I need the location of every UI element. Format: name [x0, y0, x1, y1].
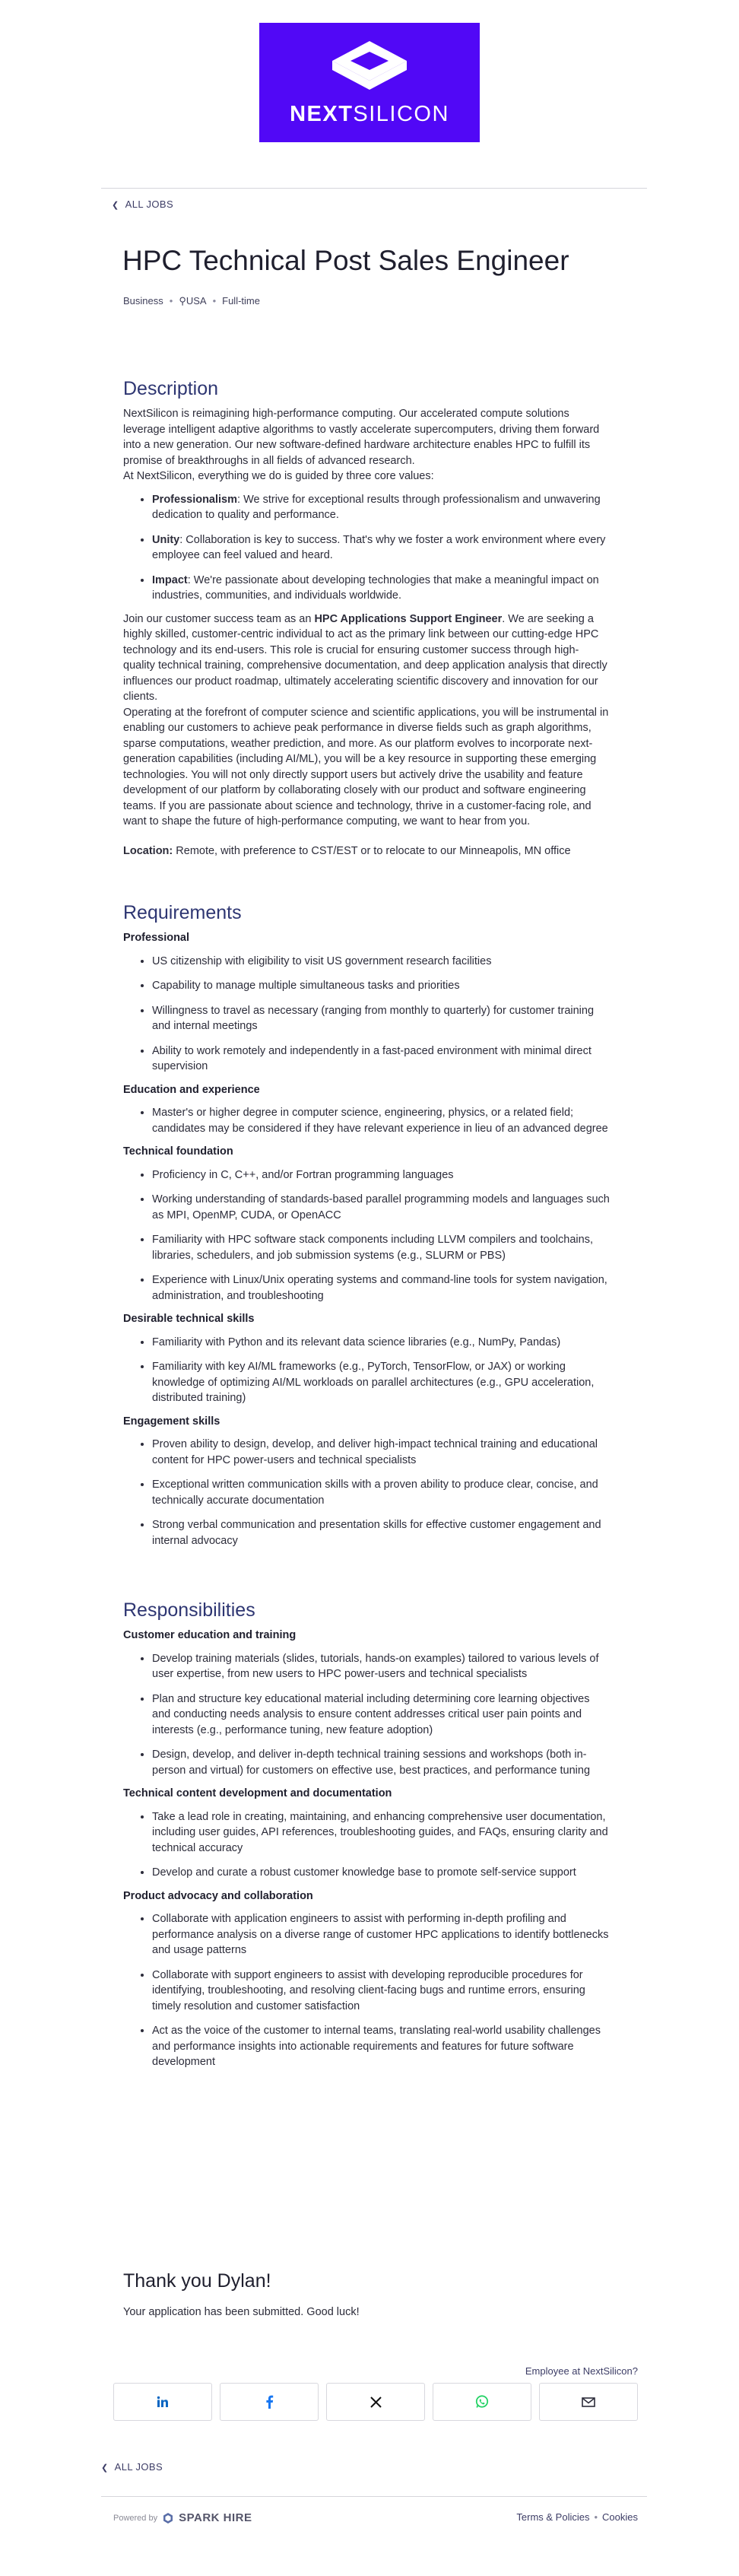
- responsibilities-group-title: Product advocacy and collaboration: [123, 1889, 313, 1902]
- employee-referral-link[interactable]: Employee at NextSilicon?: [525, 2365, 638, 2377]
- job-content: [123, 377, 610, 2078]
- share-buttons: [113, 2383, 638, 2421]
- list-item: • Proven ability to design, develop, and deliver high-impact technical training and educational content for HPC power-users and technical specialists: [152, 1437, 610, 1468]
- footer-links: Terms & Policies • Cookies: [516, 2511, 638, 2523]
- share-whatsapp-button[interactable]: [433, 2383, 531, 2421]
- share-email-button[interactable]: [539, 2383, 638, 2421]
- description-section: [123, 377, 610, 859]
- list-item: • Unity: Collaboration is key to success. That's why we foster a work environment where every employee can feel valued and heard.: [152, 532, 610, 564]
- list-item: • Willingness to travel as necessary (ranging from monthly to quarterly) for customer training and internal meetings: [152, 1003, 610, 1034]
- linkedin-icon: [157, 2396, 169, 2408]
- location-pin-icon: ⚲: [179, 295, 186, 307]
- values-intro: At NextSilicon, everything we do is guided by three core values:: [123, 470, 434, 482]
- description-heading: Description: [123, 378, 219, 399]
- list-item: • Familiarity with Python and its relevant data science libraries (e.g., NumPy, Pandas): [152, 1335, 610, 1351]
- requirements-section: [123, 901, 610, 1548]
- chevron-left-icon: ❮: [112, 201, 119, 210]
- share-linkedin-button[interactable]: [113, 2383, 212, 2421]
- requirements-heading: Requirements: [123, 902, 242, 923]
- all-jobs-link[interactable]: ❮ ALL JOBS: [112, 199, 174, 210]
- list-item: • Impact: We're passionate about developing technologies that make a meaningful impact on industries, communities, and individuals worldwide.: [152, 573, 610, 604]
- list-item: • Experience with Linux/Unix operating systems and command-line tools for system navigation, administration, and troubleshooting: [152, 1272, 610, 1304]
- list-item: • Collaborate with application engineers to assist with performing in-depth profiling and performance analysis on a diverse range of customer HPC applications to identify bottlenecks and usage patterns: [152, 1911, 610, 1958]
- job-department: Business: [123, 295, 163, 307]
- terms-link[interactable]: Terms & Policies: [516, 2511, 590, 2523]
- header-divider: [101, 188, 647, 189]
- list-item: • Ability to work remotely and independently in a fast-paced environment with minimal direct supervision: [152, 1043, 610, 1075]
- list-item: • Proficiency in C, C++, and/or Fortran programming languages: [152, 1167, 610, 1183]
- requirements-group-title: Technical foundation: [123, 1145, 233, 1158]
- spark-hire-brand: SPARK HIRE: [179, 2511, 252, 2524]
- list-item: • Act as the voice of the customer to internal teams, translating real-world usability challenges and performance insights into actionable requirements and features for future software development: [152, 2023, 610, 2070]
- list-item: • Strong verbal communication and presentation skills for effective customer engagement and internal advocacy: [152, 1517, 610, 1548]
- list-item: • Familiarity with HPC software stack components including LLVM compilers and toolchains, libraries, schedulers, and job submission systems (e.g., SLURM or PBS): [152, 1232, 610, 1263]
- list-item: • Plan and structure key educational material including determining core learning objectives and conducting needs analysis to ensure content addresses critical user pain points and interests (e.g., performance tuning, new feature adoption): [152, 1691, 610, 1739]
- job-title: HPC Technical Post Sales Engineer: [122, 245, 569, 276]
- email-icon: [582, 2397, 595, 2407]
- list-item: • Develop training materials (slides, tutorials, hands-on examples) tailored to various levels of user expertise, from new users to HPC power-users and technical specialists: [152, 1651, 610, 1682]
- list-item: • Capability to manage multiple simultaneous tasks and priorities: [152, 978, 610, 994]
- list-item: • Professionalism: We strive for exceptional results through professionalism and unwavering dedication to quality and performance.: [152, 492, 610, 523]
- x-icon: [370, 2397, 382, 2408]
- list-item: • Take a lead role in creating, maintaining, and enhancing comprehensive user documentation, including user guides, API references, troubleshooting guides, and FAQs, ensuring clarity and technical accuracy: [152, 1809, 610, 1857]
- join-paragraph: Join our customer success team as an HPC Applications Support Engineer. We are seeking a highly skilled, customer-centric individual to act as the primary link between our cutting-edge HPC technology and its end-users. This role is crucial for ensuring customer success through high-quality technical training, comprehensive documentation, and deep application analysis that directly influences our product roadmap, ultimately accelerating scientific discovery and innovation for our clients.: [123, 612, 607, 703]
- submission-message: Your application has been submitted. Good luck!: [123, 2306, 360, 2318]
- job-location: USA: [186, 295, 207, 307]
- requirements-group-title: Education and experience: [123, 1083, 260, 1096]
- thank-you-heading: Thank you Dylan!: [123, 2270, 271, 2292]
- cookies-link[interactable]: Cookies: [602, 2511, 638, 2523]
- all-jobs-link-bottom[interactable]: ❮ ALL JOBS: [101, 2461, 163, 2473]
- requirements-group-title: Engagement skills: [123, 1415, 220, 1428]
- powered-by: [113, 2511, 252, 2524]
- list-item: • US citizenship with eligibility to visit US government research facilities: [152, 954, 610, 970]
- spark-hire-logo-icon: [162, 2512, 174, 2524]
- list-item: • Design, develop, and deliver in-depth technical training sessions and workshops (both in-person and virtual) for customers on effective use, best practices, and performance tuning: [152, 1747, 610, 1778]
- values-list: [123, 492, 610, 604]
- powered-by-label: Powered by: [113, 2513, 158, 2523]
- operating-paragraph: Operating at the forefront of computer science and scientific applications, you will be instrumental in enabling our customers to achieve peak performance in diverse fields such as graph algorithms, sparse computations, weather prediction, and more. As our platform evolves to incorporate next-generation capabilities (including AI/ML), you will be a key resource in supporting these emerging technologies. You will not only directly support users but actively drive the usability and feature development of our platform by collaborating closely with our product and software engineering teams. If you are passionate about science and technology, thrive in a customer-facing role, and want to shape the future of high-performance computing, we want to hear from you.: [123, 706, 609, 827]
- job-type: Full-time: [222, 295, 260, 307]
- responsibilities-heading: Responsibilities: [123, 1599, 255, 1621]
- list-item: • Collaborate with support engineers to assist with developing reproducible procedures for identifying, troubleshooting, and resolving client-facing bugs and runtime errors, ensuring timely resolution and customer satisfaction: [152, 1968, 610, 2015]
- list-item: • Master's or higher degree in computer science, engineering, physics, or a related field; candidates may be considered if they have relevant experience in lieu of an advanced degree: [152, 1105, 610, 1136]
- company-logo: [259, 23, 480, 142]
- logo-wordmark: NEXTSILICON: [290, 102, 449, 126]
- footer-divider: [101, 2496, 647, 2497]
- responsibilities-group-title: Customer education and training: [123, 1629, 297, 1641]
- facebook-icon: [265, 2395, 274, 2409]
- job-meta: Business • ⚲USA • Full-time: [123, 295, 260, 307]
- whatsapp-icon: [475, 2395, 489, 2409]
- responsibilities-group-title: Technical content development and documentation: [123, 1787, 392, 1799]
- responsibilities-section: [123, 1599, 610, 2070]
- list-item: • Familiarity with key AI/ML frameworks (e.g., PyTorch, TensorFlow, or JAX) or working knowledge of optimizing AI/ML workloads on parallel architectures (e.g., GPU acceleration, distributed training): [152, 1359, 610, 1406]
- list-item: • Exceptional written communication skills with a proven ability to produce clear, concise, and technically accurate documentation: [152, 1477, 610, 1508]
- list-item: • Develop and curate a robust customer knowledge base to promote self-service support: [152, 1865, 610, 1881]
- location-paragraph: Location: Remote, with preference to CST/EST or to relocate to our Minneapolis, MN office: [123, 844, 571, 857]
- requirements-group-title: Desirable technical skills: [123, 1313, 255, 1325]
- share-x-button[interactable]: [326, 2383, 425, 2421]
- description-intro: NextSilicon is reimagining high-performance computing. Our accelerated compute solutions leverage intelligent adaptive algorithms to vastly accelerate supercomputers, driving them forward into a new generation. Our new software-defined hardware architecture enables HPC to fulfill its promise of breakthroughs in all fields of advanced research.: [123, 408, 600, 467]
- list-item: • Working understanding of standards-based parallel programming models and languages such as MPI, OpenMP, CUDA, or OpenACC: [152, 1192, 610, 1223]
- requirements-group-title: Professional: [123, 932, 190, 944]
- chevron-left-icon: ❮: [101, 2463, 109, 2473]
- nextsilicon-logo-icon: [329, 38, 410, 93]
- share-facebook-button[interactable]: [220, 2383, 319, 2421]
